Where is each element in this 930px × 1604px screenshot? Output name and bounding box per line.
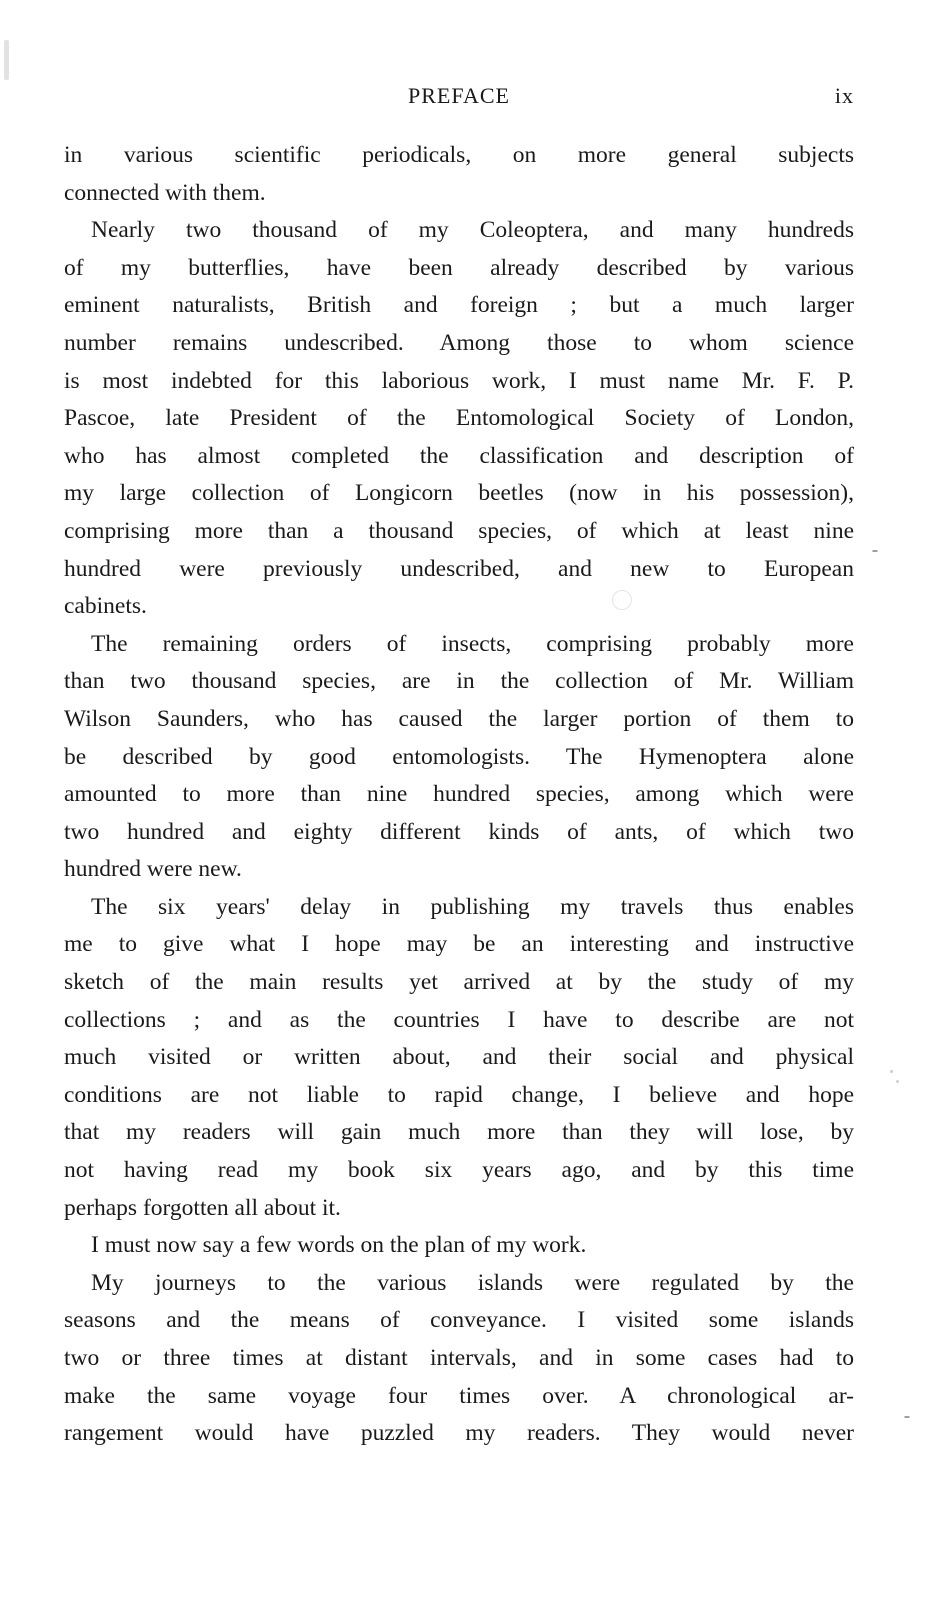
text-line: hundred were new. bbox=[64, 856, 242, 883]
text-line: is most indebted for this laborious work, I must name Mr. F. P. bbox=[64, 367, 854, 394]
text-line: hundred were previously undescribed, and new to European bbox=[64, 555, 854, 582]
scan-speck bbox=[890, 1070, 893, 1073]
paragraph bbox=[64, 1265, 854, 1453]
text-line: my large collection of Longicorn beetles (now in his possession), bbox=[64, 480, 854, 507]
text-line: connected with them. bbox=[64, 179, 266, 206]
paragraph bbox=[64, 626, 854, 889]
text-line: make the same voyage four times over. A chronological ar- bbox=[64, 1382, 854, 1409]
paragraph bbox=[64, 137, 854, 212]
text-line: I must now say a few words on the plan of my work. bbox=[91, 1232, 587, 1259]
text-line: be described by good entomologists. The Hymenoptera alone bbox=[64, 743, 854, 770]
text-line: cabinets. bbox=[64, 593, 147, 620]
text-line: rangement would have puzzled my readers. They would never bbox=[64, 1420, 854, 1447]
scan-speck bbox=[872, 550, 878, 552]
text-line: Pascoe, late President of the Entomological Society of London, bbox=[64, 405, 854, 432]
text-line: The six years' delay in publishing my travels thus enables bbox=[91, 893, 854, 920]
text-line: than two thousand species, are in the collection of Mr. William bbox=[64, 668, 854, 695]
text-line: seasons and the means of conveyance. I visited some islands bbox=[64, 1307, 854, 1334]
scan-speck bbox=[612, 590, 632, 610]
text-line: who has almost completed the classification and description of bbox=[64, 442, 854, 469]
scan-speck bbox=[896, 1080, 899, 1083]
text-line: My journeys to the various islands were regulated by the bbox=[91, 1269, 854, 1296]
text-line: number remains undescribed. Among those to whom science bbox=[64, 329, 854, 356]
paragraph bbox=[64, 889, 854, 1227]
text-line: collections ; and as the countries I have to describe are not bbox=[64, 1006, 854, 1033]
text-line: amounted to more than nine hundred species, among which were bbox=[64, 781, 854, 808]
text-line: conditions are not liable to rapid change, I believe and hope bbox=[64, 1081, 854, 1108]
body-text bbox=[64, 137, 854, 1453]
scan-speck bbox=[4, 40, 9, 80]
text-line: sketch of the main results yet arrived at by the study of my bbox=[64, 969, 854, 996]
text-line: Nearly two thousand of my Coleoptera, and many hundreds bbox=[91, 217, 854, 244]
text-line: The remaining orders of insects, comprising probably more bbox=[91, 630, 854, 657]
text-line: of my butterflies, have been already described by various bbox=[64, 254, 854, 281]
text-line: me to give what I hope may be an interesting and instructive bbox=[64, 931, 854, 958]
text-line: comprising more than a thousand species, of which at least nine bbox=[64, 517, 854, 544]
text-line: perhaps forgotten all about it. bbox=[64, 1194, 341, 1221]
running-head bbox=[64, 80, 854, 112]
text-line: Wilson Saunders, who has caused the larger portion of them to bbox=[64, 705, 854, 732]
page-number: ix bbox=[834, 83, 854, 108]
scan-speck bbox=[904, 1416, 910, 1418]
text-line: not having read my book six years ago, and by this time bbox=[64, 1157, 854, 1184]
text-line: much visited or written about, and their social and physical bbox=[64, 1044, 854, 1071]
text-line: two or three times at distant intervals, and in some cases had to bbox=[64, 1345, 854, 1371]
text-line: that my readers will gain much more than they will lose, by bbox=[64, 1119, 854, 1146]
paragraph bbox=[64, 1227, 854, 1265]
running-title: PREFACE bbox=[408, 83, 510, 108]
text-line: two hundred and eighty different kinds of ants, of which two bbox=[64, 818, 854, 845]
text-line: eminent naturalists, British and foreign ; but a much larger bbox=[64, 292, 854, 319]
paragraph bbox=[64, 212, 854, 626]
text-line: in various scientific periodicals, on more general subjects bbox=[64, 142, 854, 168]
